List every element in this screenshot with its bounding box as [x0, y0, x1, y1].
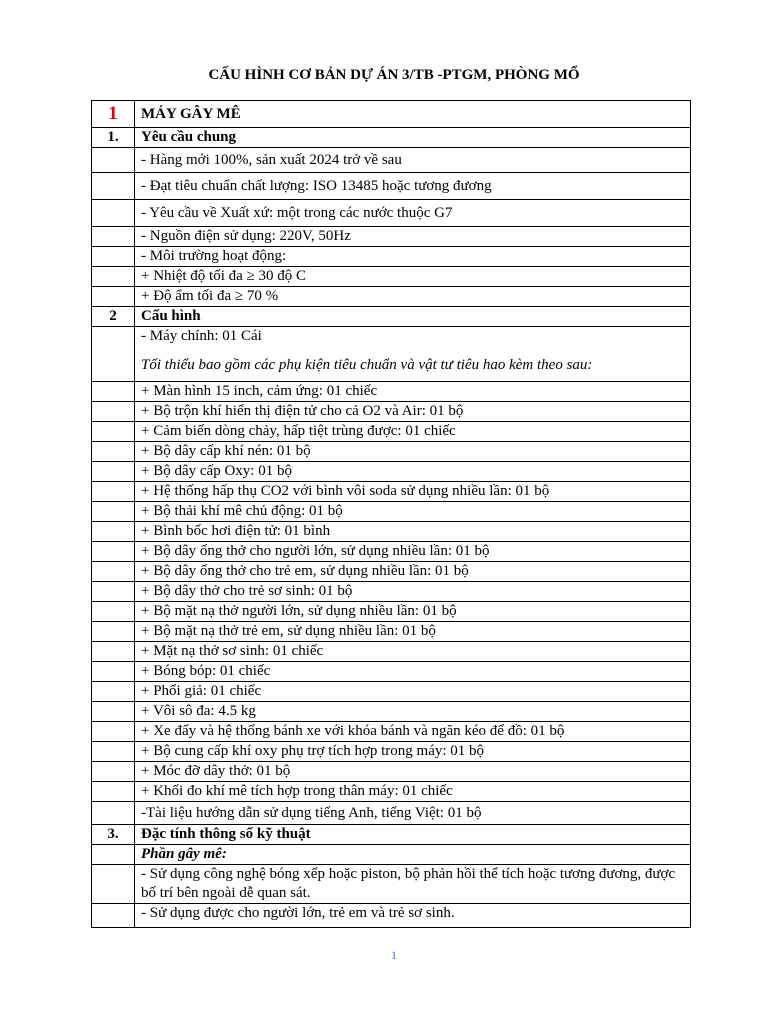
table-row	[92, 662, 691, 682]
table-row	[92, 742, 691, 762]
requirement-row: - Nguồn điện sử dụng: 220V, 50Hz	[135, 227, 691, 247]
accessory-row: + Xe đẩy và hệ thống bánh xe với khóa bánh và ngăn kéo để đồ: 01 bộ	[135, 722, 691, 742]
table-row	[92, 227, 691, 247]
table-row	[92, 462, 691, 482]
table-row	[92, 622, 691, 642]
accessory-row: + Cảm biến dòng chảy, hấp tiệt trùng được: 01 chiếc	[135, 422, 691, 442]
table-row	[92, 602, 691, 622]
table-row	[92, 287, 691, 307]
table-row	[92, 682, 691, 702]
part3-subheading: Phần gây mê:	[135, 845, 691, 865]
requirement-row: + Độ ẩm tối đa ≥ 70 %	[135, 287, 691, 307]
part3-header-row	[92, 825, 691, 845]
requirement-row: - Yêu cầu về Xuất xứ: một trong các nước thuộc G7	[135, 200, 691, 227]
requirement-row: + Nhiệt độ tối đa ≥ 30 độ C	[135, 267, 691, 287]
accessory-row: + Bộ mặt nạ thở người lớn, sử dụng nhiều lần: 01 bộ	[135, 602, 691, 622]
table-row	[92, 422, 691, 442]
accessory-row: + Hệ thống hấp thụ CO2 với bình vôi soda sử dụng nhiều lần: 01 bộ	[135, 482, 691, 502]
accessory-row: + Bộ dây ống thở cho trẻ em, sử dụng nhiều lần: 01 bộ	[135, 562, 691, 582]
table-row	[92, 562, 691, 582]
table-row	[92, 247, 691, 267]
table-row	[92, 200, 691, 227]
table-row	[92, 502, 691, 522]
part1-number: 1.	[92, 128, 135, 148]
requirement-row: - Hàng mới 100%, sản xuất 2024 trở về sau	[135, 148, 691, 173]
main-unit-text: - Máy chính: 01 Cái	[141, 328, 262, 344]
table-row	[92, 865, 691, 904]
part1-header-row	[92, 128, 691, 148]
part2-number: 2	[92, 307, 135, 327]
table-row	[92, 702, 691, 722]
requirement-row: - Môi trường hoạt động:	[135, 247, 691, 267]
accessory-row: + Bộ dây cấp Oxy: 01 bộ	[135, 462, 691, 482]
accessory-row: + Màn hình 15 inch, cảm ứng: 01 chiếc	[135, 382, 691, 402]
table-row	[92, 722, 691, 742]
table-row	[92, 173, 691, 200]
spec-row: - Sử dụng công nghệ bóng xếp hoặc piston, bộ phản hồi thể tích hoặc tương đương, được bố trí bên ngoài dễ quan sát.	[135, 865, 691, 904]
table-row	[92, 402, 691, 422]
table-row	[92, 382, 691, 402]
spec-row: - Sử dụng được cho người lớn, trẻ em và trẻ sơ sinh.	[135, 904, 691, 928]
table-row	[92, 904, 691, 928]
table-row	[92, 442, 691, 462]
table-row	[92, 642, 691, 662]
part3-title: Đặc tính thông số kỹ thuật	[135, 825, 691, 845]
accessories-intro: Tối thiểu bao gồm các phụ kiện tiêu chuẩn và vật tư tiêu hao kèm theo sau:	[141, 357, 593, 373]
table-row	[92, 782, 691, 802]
table-row	[92, 522, 691, 542]
table-row	[92, 327, 691, 382]
requirement-row: - Đạt tiêu chuẩn chất lượng: ISO 13485 hoặc tương đương	[135, 173, 691, 200]
part2-header-row	[92, 307, 691, 327]
accessory-row: + Vôi sô đa: 4.5 kg	[135, 702, 691, 722]
accessory-row: + Bộ dây thở cho trẻ sơ sinh: 01 bộ	[135, 582, 691, 602]
accessory-row: + Bộ mặt nạ thở trẻ em, sử dụng nhiều lần: 01 bộ	[135, 622, 691, 642]
table-row	[92, 482, 691, 502]
spec-table	[91, 100, 691, 928]
table-row	[92, 845, 691, 865]
part1-title: Yêu cầu chung	[135, 128, 691, 148]
table-row	[92, 542, 691, 562]
accessory-row: + Bóng bóp: 01 chiếc	[135, 662, 691, 682]
main-unit-cell	[135, 327, 691, 382]
accessory-row: + Khối đo khí mê tích hợp trong thân máy: 01 chiếc	[135, 782, 691, 802]
manual-row: -Tài liệu hướng dẫn sử dụng tiếng Anh, tiếng Việt: 01 bộ	[135, 802, 691, 825]
section-title: MÁY GÂY MÊ	[135, 101, 691, 128]
table-row	[92, 802, 691, 825]
accessory-row: + Bình bốc hơi điện tử: 01 bình	[135, 522, 691, 542]
accessory-row: + Mặt nạ thở sơ sinh: 01 chiếc	[135, 642, 691, 662]
page-number: 1	[391, 948, 397, 962]
accessory-row: + Phổi giả: 01 chiếc	[135, 682, 691, 702]
document-title: CẤU HÌNH CƠ BẢN DỰ ÁN 3/TB -PTGM, PHÒNG MỔ	[208, 67, 580, 83]
accessory-row: + Bộ trộn khí hiển thị điện tử cho cả O2 và Air: 01 bộ	[135, 402, 691, 422]
table-row	[92, 762, 691, 782]
accessory-row: + Bộ dây ống thở cho người lớn, sử dụng nhiều lần: 01 bộ	[135, 542, 691, 562]
section-header-row	[92, 101, 691, 128]
accessory-row: + Móc đỡ dây thở: 01 bộ	[135, 762, 691, 782]
part3-number: 3.	[92, 825, 135, 845]
accessory-row: + Bộ dây cấp khí nén: 01 bộ	[135, 442, 691, 462]
table-row	[92, 582, 691, 602]
section-number: 1	[92, 101, 135, 128]
accessory-row: + Bộ cung cấp khí oxy phụ trợ tích hợp trong máy: 01 bộ	[135, 742, 691, 762]
table-row	[92, 267, 691, 287]
part2-title: Cấu hình	[135, 307, 691, 327]
accessory-row: + Bộ thải khí mê chủ động: 01 bộ	[135, 502, 691, 522]
table-row	[92, 148, 691, 173]
